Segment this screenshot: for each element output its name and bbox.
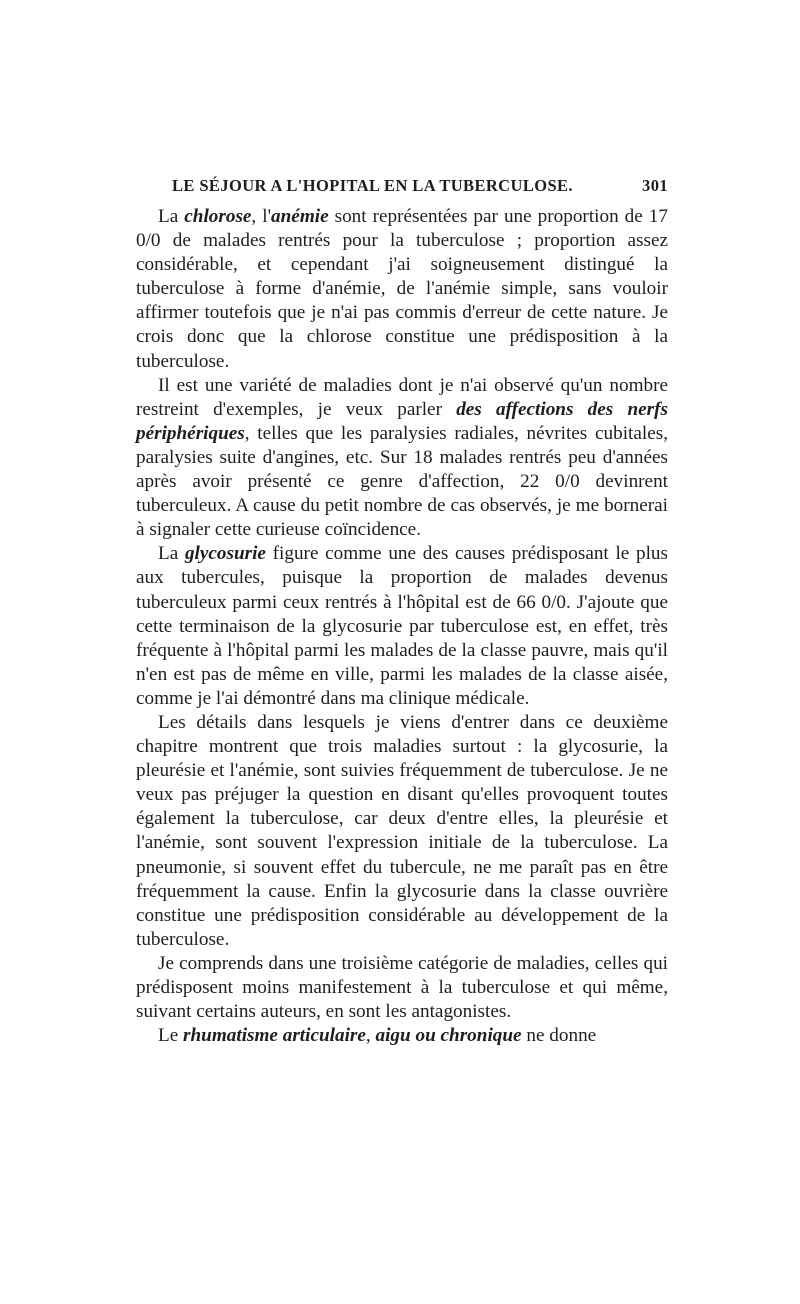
emphasis-text: glycosurie xyxy=(184,543,266,565)
paragraph xyxy=(136,374,668,543)
text-run: La xyxy=(158,206,185,227)
text-run: Je comprends dans une troisième catégorie de maladies, celles qui prédisposent moins manifestement à la tuberculose et qui même, suivant certains auteurs, en sont les antagonistes. xyxy=(136,952,668,1023)
text-run: ne donne xyxy=(521,1025,597,1047)
paragraph xyxy=(136,1024,668,1048)
paragraph xyxy=(136,205,668,374)
text-run: La xyxy=(158,543,185,565)
paragraph xyxy=(136,542,668,711)
emphasis-text: aigu ou chronique xyxy=(375,1025,522,1047)
text-run: , l' xyxy=(251,206,272,227)
body-text xyxy=(136,205,668,1048)
text-run: Le xyxy=(158,1025,184,1047)
text-run: , xyxy=(365,1025,376,1047)
text-run: Les détails dans lesquels je viens d'entrer dans ce deuxième chapitre montrent que trois maladies surtout : la glycosurie, la pleurésie et l'anémie, sont suivies fréquemment de tuberculose. Je ne veux pas préjuger la question en disant qu'elles provoquent toutes également la tuberculose, car deux d'entre elles, la pleurésie et l'anémie, sont souvent l'expression initiale de la tuberculose. La pneumonie, si souvent effet du tubercule, ne me paraît pas en être fréquemment la cause. Enfin la glycosurie dans la classe ouvrière constitue une prédisposition considérable au développement de la tuberculose. xyxy=(136,711,668,950)
emphasis-text: des affections des nerfs périphériques xyxy=(136,398,668,444)
emphasis-text: rhumatisme articulaire xyxy=(183,1025,366,1047)
text-run: , telles que les paralysies radiales, névrites cubitales, paralysies suite d'angines, etc. Sur 18 malades rentrés peu d'années après avoir présenté ce genre d'affection, 22 0/0 devinrent tuberculeux. A cause du petit nombre de cas observés, je me bornerai à signaler cette curieuse coïncidence. xyxy=(136,422,668,541)
running-title: LE SÉJOUR A L'HOPITAL EN LA TUBERCULOSE. xyxy=(172,176,573,195)
text-run: Il est une variété de maladies dont je n'ai observé qu'un nombre restreint d'exemples, je veux parler xyxy=(136,374,668,420)
emphasis-text: anémie xyxy=(271,206,329,227)
text-run: figure comme une des causes prédisposant le plus aux tubercules, puisque la proportion de malades devenus tuberculeux parmi ceux rentrés à l'hôpital est de 66 0/0. J'ajoute que cette terminaison de la glycosurie par tuberculose est, en effet, très fréquente à l'hôpital parmi les malades de la classe pauvre, mais qu'il n'en est pas de même en ville, parmi les malades de la classe aisée, comme je l'ai démontré dans ma clinique médicale. xyxy=(136,543,668,709)
paragraph xyxy=(136,952,668,1024)
text-run: sont représentées par une proportion de 17 0/0 de malades rentrés pour la tuberculose ; proportion assez considérable, et cependant j'ai soigneusement distingué la tuberculose à forme d'anémie, de l'anémie simple, sans vouloir affirmer toutefois que je n'ai pas commis d'erreur de cette nature. Je crois donc que la chlorose constitue une prédisposition à la tuberculose. xyxy=(136,206,668,372)
paragraph xyxy=(136,711,668,952)
emphasis-text: chlorose xyxy=(184,206,252,227)
page-number: 301 xyxy=(642,176,668,195)
running-head xyxy=(136,176,668,202)
book-page xyxy=(136,176,668,1048)
